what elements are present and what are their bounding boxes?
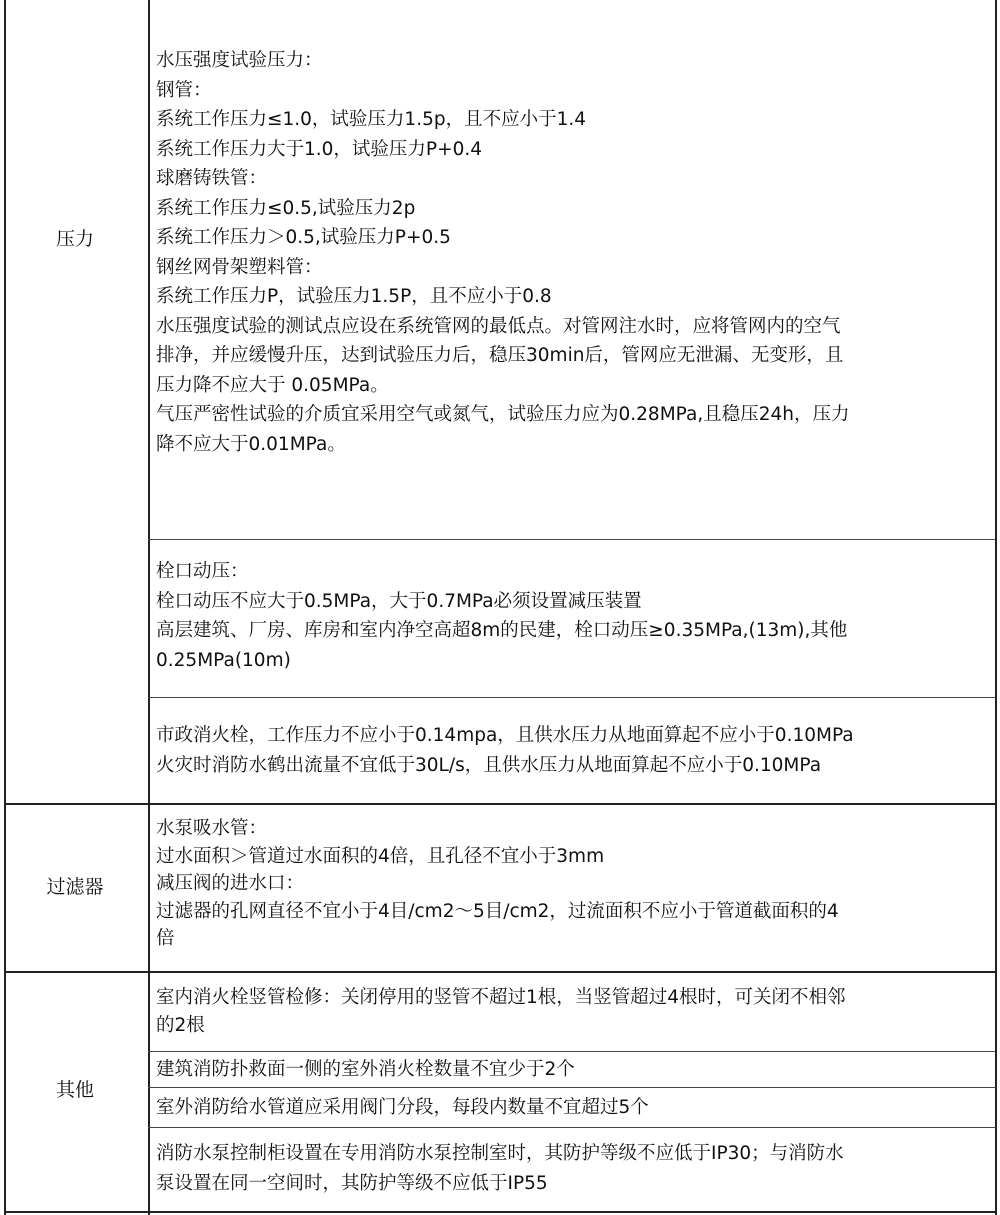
text-line: 气压严密性试验的介质宜采用空气或氮气，试验压力应为0.28MPa,且稳压24h，压力 — [156, 404, 850, 425]
table-bottom-border — [4, 1211, 996, 1213]
table-right-border — [995, 0, 997, 1215]
row-divider — [148, 1051, 996, 1052]
text-line: 过滤器的孔网直径不宜小于4目/cm2～5目/cm2，过流面积不应小于管道截面积的4 — [156, 900, 839, 922]
text-line: 过水面积＞管道过水面积的4倍，且孔径不宜小于3mm — [156, 845, 605, 867]
hydrant-dynamic-pressure-cell — [156, 557, 992, 675]
row-divider — [148, 697, 996, 698]
section-divider — [4, 803, 996, 805]
text-line: 系统工作压力＞0.5,试验压力P+0.5 — [156, 227, 451, 248]
text-line: 市政消火栓，工作压力不应小于0.14mpa，且供水压力从地面算起不应小于0.10MPa — [156, 725, 854, 746]
row-divider — [148, 539, 996, 540]
text-line: 压力降不应大于 0.05MPa。 — [156, 374, 389, 396]
valve-segment-cell — [156, 1093, 992, 1123]
text-line: 降不应大于0.01MPa。 — [156, 433, 346, 455]
text-line: 高层建筑、厂房、库房和室内净空高超8m的民建，栓口动压≥0.35MPa,(13m),其他 — [156, 620, 848, 641]
row-divider — [148, 1127, 996, 1128]
section-label-other: 其他 — [55, 1079, 94, 1101]
section-label-pressure: 压力 — [55, 228, 94, 250]
row-divider — [148, 1087, 996, 1088]
text-line: 减压阀的进水口： — [156, 873, 305, 894]
text-line: 建筑消防扑救面一侧的室外消火栓数量不宜少于2个 — [156, 1059, 575, 1080]
text-line: 倍 — [156, 928, 175, 949]
pump-control-cabinet-cell — [156, 1139, 992, 1198]
table-column-divider — [148, 0, 150, 1215]
text-line: 消防水泵控制柜设置在专用消防水泵控制室时，其防护等级不应低于IP30；与消防水 — [156, 1143, 844, 1164]
text-line: 栓口动压不应大于0.5MPa，大于0.7MPa必须设置减压装置 — [156, 590, 642, 612]
text-line: 水压强度试验的测试点应设在系统管网的最低点。对管网注水时，应将管网内的空气 — [156, 315, 841, 337]
text-line: 水压强度试验压力： — [156, 50, 323, 71]
text-line: 钢丝网骨架塑料管： — [156, 256, 323, 278]
text-line: 栓口动压： — [156, 561, 249, 582]
text-line: 水泵吸水管： — [156, 818, 268, 839]
text-line: 室外消防给水管道应采用阀门分段，每段内数量不宜超过5个 — [156, 1097, 649, 1118]
filter-cell — [156, 815, 992, 953]
text-line: 排净，并应缓慢升压，达到试验压力后，稳压30min后，管网应无泄漏、无变形，且 — [156, 345, 844, 366]
text-line: 球磨铸铁管： — [156, 168, 268, 189]
municipal-hydrant-cell — [156, 721, 992, 780]
text-line: 系统工作压力≤1.0，试验压力1.5p，且不应小于1.4 — [156, 109, 587, 130]
text-line: 0.25MPa(10m) — [156, 649, 291, 671]
text-line: 室内消火栓竖管检修：关闭停用的竖管不超过1根，当竖管超过4根时，可关闭不相邻 — [156, 987, 846, 1008]
text-line: 火灾时消防水鹤出流量不宜低于30L/s，且供水压力从地面算起不应小于0.10MPa — [156, 754, 822, 776]
text-line: 系统工作压力P，试验压力1.5P，且不应小于0.8 — [156, 286, 552, 307]
text-line: 系统工作压力≤0.5,试验压力2p — [156, 197, 416, 219]
section-label-filter: 过滤器 — [46, 876, 104, 898]
outdoor-hydrant-count-cell — [156, 1055, 992, 1085]
table-left-border — [4, 0, 6, 1215]
pressure-test-cell — [156, 46, 992, 459]
section-divider — [4, 971, 996, 973]
text-line: 泵设置在同一空间时，其防护等级不应低于IP55 — [156, 1172, 548, 1194]
riser-maintenance-cell — [156, 984, 992, 1039]
text-line: 钢管： — [156, 79, 212, 101]
text-line: 的2根 — [156, 1014, 205, 1036]
text-line: 系统工作压力大于1.0，试验压力P+0.4 — [156, 138, 483, 160]
